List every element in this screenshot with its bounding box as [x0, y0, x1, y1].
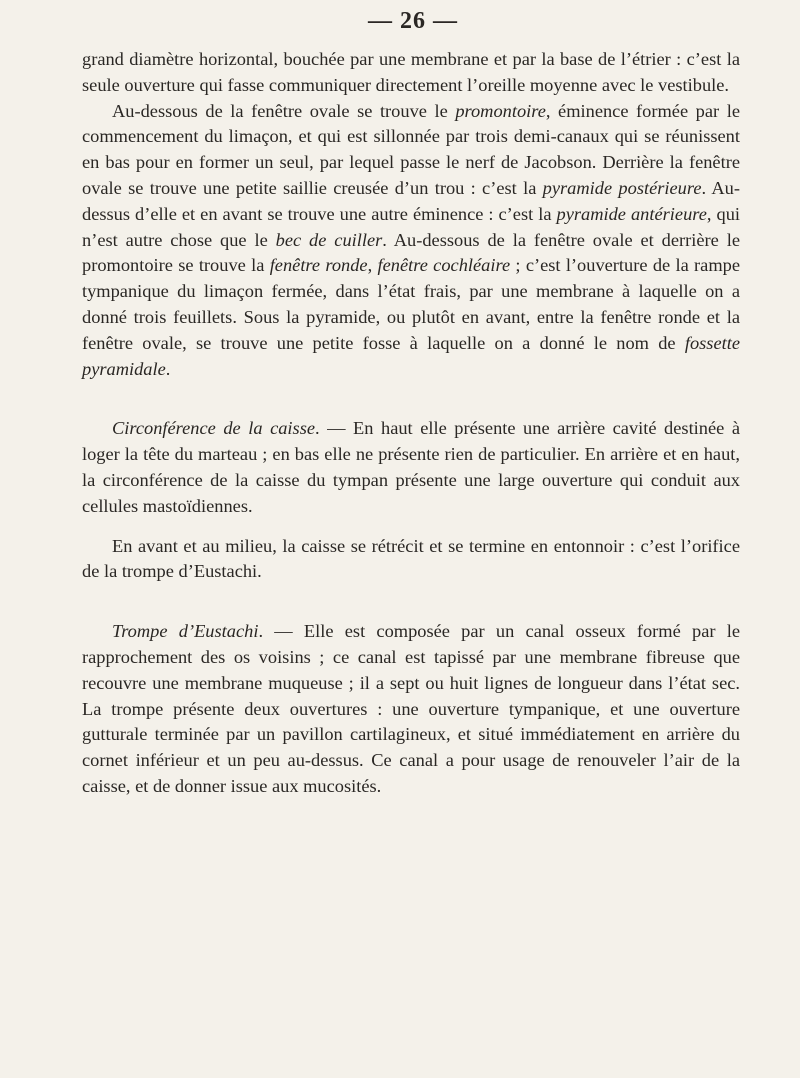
paragraph-spacer	[82, 520, 740, 534]
italic-term: Trompe d’Eustachi	[112, 621, 259, 642]
text-run: . — En haut elle présente une arrière cavité destinée à loger la tête du marteau ; en bas elle ne présente rien de particulier. En arrière et en haut, la circonférence de la caisse du tympan présente une large ouverture qui conduit aux cellules mastoïdiennes.	[82, 418, 740, 516]
text-run: , qui n’est autre chose que le	[82, 203, 741, 250]
section-spacer	[82, 585, 740, 619]
italic-term: fossette pyramidale	[82, 332, 740, 379]
section-spacer	[82, 382, 740, 416]
italic-term: promontoire	[455, 100, 546, 121]
text-run: .	[165, 358, 171, 379]
italic-term: fenêtre ronde	[269, 255, 368, 276]
text-run: , éminence formée par le commencement du limaçon, et qui est sillonnée par trois demi-canaux qui se réunissent en bas pour en former un seul, par lequel passe le nerf de Jacobson. Derrière la fenêtre ovale se trouve une petite saillie creusée d’un trou : c’est la	[82, 100, 740, 198]
text-run: . Au-dessous de la fenêtre ovale et derrière le promontoire se trouve la	[82, 229, 740, 276]
page-number: — 26 —	[368, 8, 458, 34]
italic-term: Circonférence de la caisse	[112, 418, 316, 439]
paragraph-circonference-caisse	[82, 416, 740, 519]
italic-term: bec de cuiller	[275, 229, 383, 250]
text-run: grand diamètre horizontal, bouchée par une membrane et par la base de l’étrier : c’est la seule ouverture qui fasse communiquer directement l’oreille moyenne avec le vestibule.	[82, 49, 740, 95]
paragraph-fenetre-ovale-end	[82, 47, 740, 99]
text-run: Au-dessous de la fenêtre ovale se trouve le	[112, 100, 456, 121]
italic-term: pyramide postérieure	[542, 177, 702, 198]
paragraph-orifice-trompe	[82, 534, 740, 586]
italic-term: fenêtre cochléaire	[377, 255, 511, 276]
text-run: ,	[367, 255, 378, 276]
text-run: ; c’est l’ouverture de la rampe tympanique du limaçon fermée, dans l’état frais, par une membrane à laquelle on a donné trois feuillets. Sous la pyramide, ou plutôt en avant, entre la fenêtre ronde et la fenêtre ovale, se trouve une petite fosse à laquelle on a donné le nom de	[82, 255, 740, 353]
paragraph-trompe-eustachi	[82, 619, 740, 800]
text-run: En avant et au milieu, la caisse se rétrécit et se termine en entonnoir : c’est l’orifice de la trompe d’Eustachi.	[82, 535, 740, 582]
italic-term: pyramide antérieure	[556, 203, 707, 224]
paragraph-promontoire	[82, 99, 740, 383]
text-run: . Au-dessus d’elle et en avant se trouve une autre éminence : c’est la	[82, 177, 741, 224]
text-run: . — Elle est composée par un canal osseux formé par le rapprochement des os voisins ; ce canal est tapissé par une membrane fibreuse que recouvre une membrane muqueuse ; il a sept ou huit lignes de longueur dans l’état sec. La trompe présente deux ouvertures : une ouverture tympanique, et une ouverture gutturale terminée par un pavillon cartilagineux, et situé immédiatement en arrière du cornet inférieur et un peu au-dessus. Ce canal a pour usage de renouveler l’air de la caisse, et de donner issue aux mucosités.	[82, 621, 740, 796]
